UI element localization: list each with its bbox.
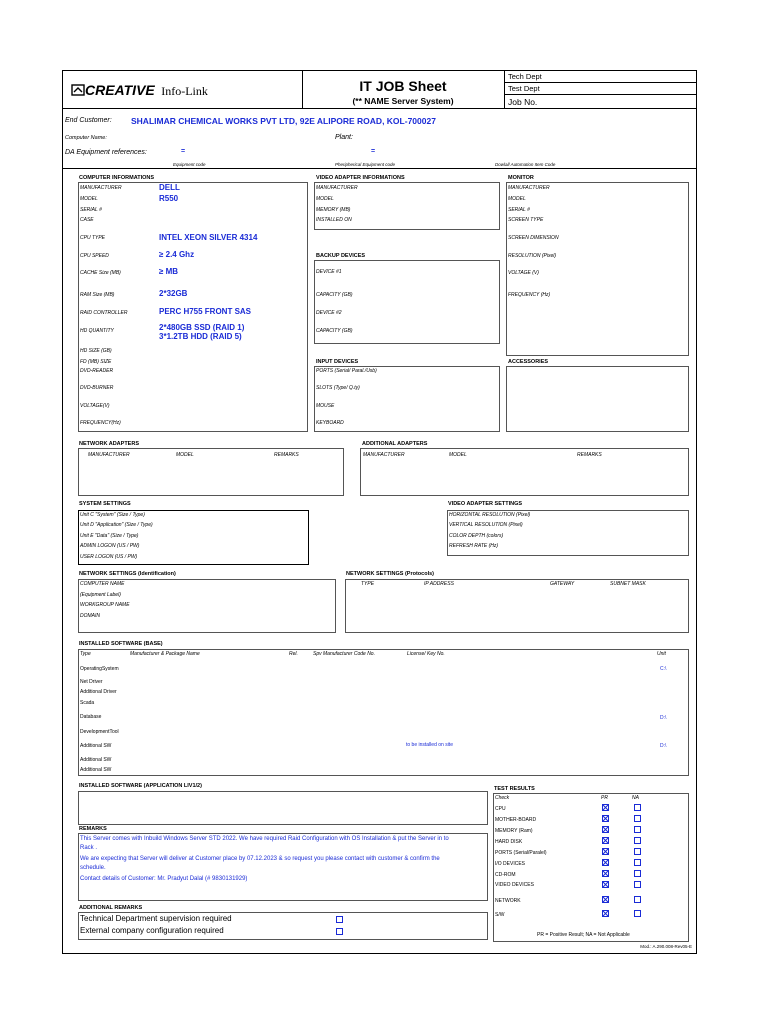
equipment-code-sign: = [181,148,186,155]
accessories-heading: ACCESSORIES [508,359,549,365]
computer-value: ≥ 2.4 Ghz [159,250,195,259]
test-col-pr: PR [601,795,608,801]
test-results-heading: TEST RESULTS [494,786,535,792]
computer-label: HD SIZE (GB) [80,348,112,354]
installed-app-heading: INSTALLED SOFTWARE (APPLICATION LIV1/2) [79,783,202,789]
computer-value: 3*1.2TB HDD (RAID 5) [159,332,242,341]
software-type: Additional SW [80,767,112,773]
header-dept-1: Tech Dept [508,72,542,81]
network-id-label: COMPUTER NAME [80,581,125,587]
backup-label: DEVICE #2 [316,310,342,316]
end-customer-value: SHALIMAR CHEMICAL WORKS PVT LTD, 92E ALIPORE ROAD, KOL-700027 [131,116,436,126]
backup-label: CAPACITY (GB) [316,292,353,298]
header-dept-2: Test Dept [508,84,540,93]
additional-adapters-col: MANUFACTURER [363,452,405,458]
system-settings-heading: SYSTEM SETTINGS [79,501,131,507]
computer-label: FREQUENCY(Hz) [80,420,121,426]
logo [71,82,208,100]
network-protocols-col: SUBNET MASK [610,581,646,587]
input-label: KEYBOARD [316,420,344,426]
test-na-checkbox[interactable] [634,870,641,877]
test-na-checkbox[interactable] [634,910,641,917]
computer-label: HD QUANTITY [80,328,114,334]
supervision-checkbox[interactable] [336,916,343,923]
video-info-heading: VIDEO ADAPTER INFORMATIONS [316,175,405,181]
da-equipment-label: DA Equipment references: [65,149,147,156]
video-settings-label: VERTICAL RESOLUTION (Pixel) [449,522,523,528]
test-pr-checkbox[interactable] [602,804,609,811]
input-label: SLOTS (Type/ Q.ty) [316,385,360,391]
page-subtitle: (** NAME Server System) [352,96,454,106]
software-unit: D:\ [660,743,667,749]
additional-remarks-heading: ADDITIONAL REMARKS [79,905,143,911]
installed-app-box [78,791,488,825]
monitor-heading: MONITOR [508,175,534,181]
peripheral-code-sign: = [371,148,376,155]
computer-label: MODEL [80,196,98,202]
form-code: Mod.: A.290.008-Rev05-E [640,944,692,949]
network-adapters-col: MODEL [176,452,194,458]
video-label: MODEL [316,196,334,202]
test-label: S/W [495,912,505,918]
remarks-line: Rack . [80,845,98,851]
system-settings-label: Unit E "Data" (Size / Type) [80,533,139,539]
video-label: INSTALLED ON [316,217,352,223]
input-label: MOUSE [316,403,335,409]
monitor-label: FREQUENCY (Hz) [508,292,551,298]
test-na-checkbox[interactable] [634,826,641,833]
network-adapters-heading: NETWORK ADAPTERS [79,441,139,447]
test-results-box [493,793,689,942]
software-note: to be installed on site [406,742,453,748]
test-label: MOTHER-BOARD [495,817,537,823]
computer-label: RAID CONTROLLER [80,310,128,316]
test-label: I/O DEVICES [495,861,526,867]
network-adapters-col: REMARKS [274,452,299,458]
computer-label: MANUFACTURER [80,185,122,191]
test-label: NETWORK [495,898,521,904]
network-protocols-col: TYPE [361,581,375,587]
test-label: CD-ROM [495,872,516,878]
header [63,71,696,109]
peripheral-code-label: Pheripherical Equipment code [335,162,396,167]
installed-base-heading: INSTALLED SOFTWARE (BASE) [79,641,163,647]
computer-label: CPU TYPE [80,235,106,241]
installed-base-col: Type [80,651,91,657]
computer-value: R550 [159,194,179,203]
logo-mark-icon [71,84,85,96]
monitor-label: VOLTAGE (V) [508,270,539,276]
backup-label: DEVICE #1 [316,269,342,275]
computer-value: DELL [159,183,180,192]
additional-adapters-col: MODEL [449,452,467,458]
remarks-line: schedule. [80,865,106,871]
additional-adapters-col: REMARKS [577,452,602,458]
video-settings-label: HORIZONTAL RESOLUTION (Pixel) [449,512,531,518]
video-settings-label: COLOR DEPTH (colors) [449,533,504,539]
test-na-checkbox[interactable] [634,848,641,855]
test-label: CPU [495,806,506,812]
monitor-label: SERIAL # [508,207,530,213]
job-sheet [62,70,697,954]
remarks-heading: REMARKS [79,826,107,832]
test-na-checkbox[interactable] [634,804,641,811]
test-pr-checkbox[interactable] [602,848,609,855]
test-pr-checkbox[interactable] [602,870,609,877]
network-id-label: (Equipment Label) [80,592,121,598]
system-settings-label: Unit C "System" (Size / Type) [80,512,145,518]
computer-label: CASE [80,217,94,223]
test-legend: PR = Positive Result; NA = Not Applicable [537,932,630,938]
test-na-checkbox[interactable] [634,881,641,888]
test-label: HARD DISK [495,839,523,845]
equipment-code-label: Equipment code [173,162,206,167]
backup-label: CAPACITY (GB) [316,328,353,334]
video-settings-heading: VIDEO ADAPTER SETTINGS [448,501,523,507]
additional-adapters-box [360,448,689,496]
input-heading: INPUT DEVICES [316,359,359,365]
monitor-label: SCREEN DIMENSION [508,235,559,241]
remarks-line: We are expecting that Server will deliver at Customer place by 07.12.2023 & so request you please contact with customer & confirm the [80,856,440,862]
computer-label: VOLTAGE(V) [80,403,110,409]
test-pr-checkbox[interactable] [602,837,609,844]
video-settings-label: REFRESH RATE (Hz) [449,543,499,549]
test-col-check: Check [495,795,510,801]
software-type: Additional Driver [80,689,117,695]
installed-base-col: License/ Key No. [407,651,445,657]
network-protocols-heading: NETWORK SETTINGS (Protocols) [346,571,434,577]
test-pr-checkbox[interactable] [602,815,609,822]
monitor-box [506,182,689,356]
test-na-checkbox[interactable] [634,837,641,844]
software-unit: D:\ [660,715,667,721]
additional-adapters-heading: ADDITIONAL ADAPTERS [362,441,428,447]
software-type: DevelopmentTool [80,729,119,735]
computer-value: 2*480GB SSD (RAID 1) [159,323,245,332]
test-label: MEMORY (Ram) [495,828,533,834]
test-col-na: NA [632,795,639,801]
test-label: PORTS (Serial/Paralel) [495,850,547,856]
software-type: Scada [80,700,95,706]
computer-label: CPU SPEED [80,253,109,259]
computer-label: RAM Size (MB) [80,292,115,298]
network-protocols-col: IP ADDRESS [424,581,454,587]
system-settings-label: ADMIN LOGON (US / PW) [80,543,140,549]
accessories-box [506,366,689,432]
installed-base-box [78,649,689,776]
plant-label: Plant: [335,134,353,141]
computer-value: INTEL XEON SILVER 4314 [159,233,258,242]
computer-name-label: Computer Name: [65,135,107,141]
external-config-checkbox[interactable] [336,928,343,935]
test-label: VIDEO DEVICES [495,882,534,888]
installed-base-col: Unit [657,651,666,657]
job-number-label: Job No. [508,97,538,107]
system-settings-label: Unit D "Application" (Size / Type) [80,522,153,528]
remarks-line: Contact details of Customer: Mr. Pradyut Dalal (# 9830131929) [80,876,248,882]
test-pr-checkbox[interactable] [602,826,609,833]
network-protocols-box [345,579,689,633]
monitor-label: MANUFACTURER [508,185,550,191]
software-type: OperatingSystem [80,666,119,672]
software-type: Additional SW [80,743,112,749]
logo-sub: Info-Link [161,84,208,98]
page-title: IT JOB Sheet [359,78,447,94]
test-na-checkbox[interactable] [634,896,641,903]
network-adapters-col: MANUFACTURER [88,452,130,458]
system-settings-label: USER LOGON (US / PW) [80,554,138,560]
logo-brand: CREATIVE [85,82,155,98]
computer-value: 2*32GB [159,289,188,298]
video-label: MANUFACTURER [316,185,358,191]
network-id-label: DOMAIN [80,613,100,619]
test-pr-checkbox[interactable] [602,859,609,866]
software-unit: C:\ [660,666,667,672]
automation-code-label: Dowlall Automation Item Code [495,162,556,167]
test-pr-checkbox[interactable] [602,910,609,917]
computer-label: FD (MB) SIZE [80,359,112,365]
computer-label: SERIAL # [80,207,102,213]
network-protocols-col: GATEWAY [550,581,575,587]
software-type: Net Driver [80,679,103,685]
computer-label: CACHE Size (MB) [80,270,121,276]
video-label: MEMORY (MB) [316,207,351,213]
computer-value: PERC H755 FRONT SAS [159,307,252,316]
software-type: Additional SW [80,757,112,763]
supervision-label: Technical Department supervision required [80,914,232,923]
remarks-box [78,833,488,901]
test-pr-checkbox[interactable] [602,881,609,888]
computer-label: DVD-READER [80,368,114,374]
installed-base-col: Manufacturer & Package Name [130,651,200,657]
installed-base-col: Spv Manufacturer Code No. [313,651,375,657]
test-na-checkbox[interactable] [634,815,641,822]
installed-base-col: Rel. [289,651,298,657]
computer-info-heading: COMPUTER INFORMATIONS [79,175,155,181]
external-config-label: External company configuration required [80,926,224,935]
network-id-heading: NETWORK SETTINGS (Identification) [79,571,176,577]
monitor-label: RESOLUTION (Pixel) [508,253,557,259]
remarks-line: This Server comes with Inbuild Windows Server STD 2022. We have required Raid Configuration with OS Installation & put the Server in to [80,836,449,842]
backup-heading: BACKUP DEVICES [316,253,366,259]
network-id-label: WORKGROUP NAME [80,602,130,608]
input-label: PORTS (Serial/ Paral./Usb) [316,368,377,374]
computer-value: ≥ MB [159,267,179,276]
test-na-checkbox[interactable] [634,859,641,866]
test-pr-checkbox[interactable] [602,896,609,903]
software-type: Database [80,714,102,720]
end-customer-label: End Customer: [65,117,112,124]
computer-label: DVD-BURNER [80,385,114,391]
monitor-label: SCREEN TYPE [508,217,544,223]
monitor-label: MODEL [508,196,526,202]
